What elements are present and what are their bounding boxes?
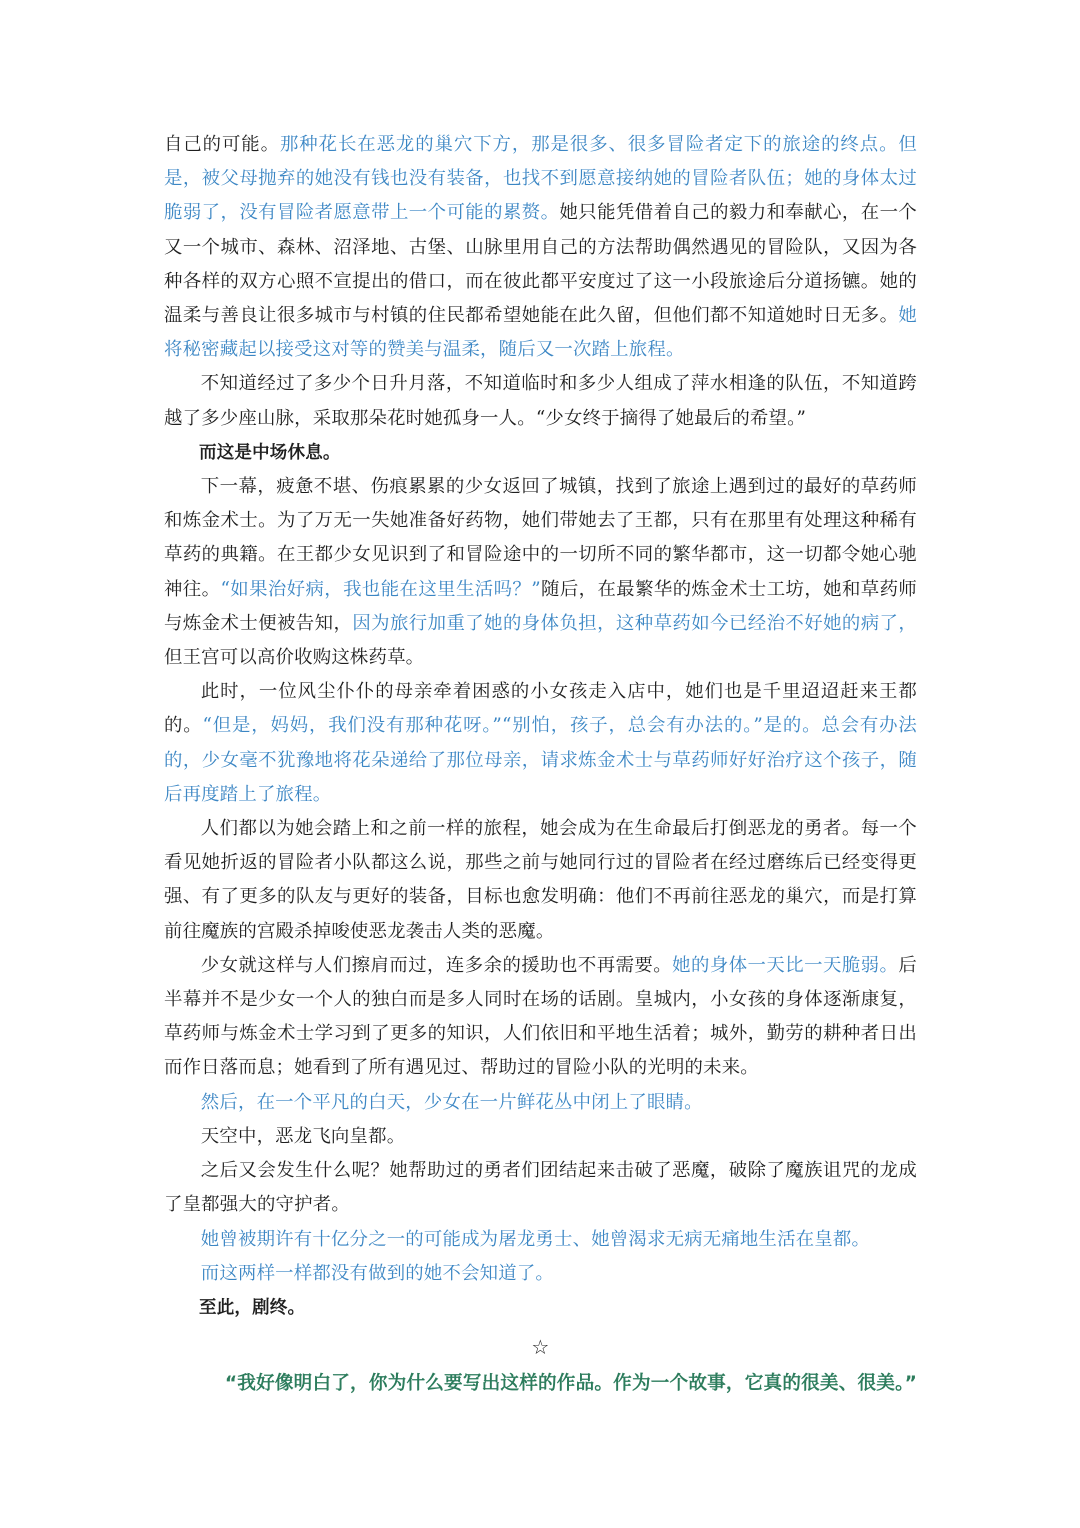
text-run: 但王宫可以高价收购这株药草。 <box>164 647 425 669</box>
paragraph-8: 然后，在一个平凡的白天，少女在一片鲜花丛中闭上了眼睛。 <box>200 1091 703 1113</box>
paragraph-6: 人们都以为她会踏上和之前一样的旅程，她会成为在生命最后打倒恶龙的勇者。每一个看见她折返的冒险者小队都这么说，那些之前与她同行过的冒险者在经过磨练后已经变得更强、有了更多的队友与更好的装备，目标也愈发明确：他们不再前往恶龙的巢穴，而是打算前往魔族的宫殿杀掉唆使恶龙袭击人类的恶魔。 <box>164 818 917 942</box>
text-run: 下一幕，疲惫不堪、伤痕累累的少女返回了城镇，找到了旅途上遇到过的最好的草药师和炼金术士。为了万无一失她准备好药物，她们带她去了王都，只有在那里有处理这种稀有草药的典籍。在王都少女见识到了和冒险途中的一切所不同的繁华都市，这一切都令她心驰神往。 <box>164 476 917 600</box>
paragraph-2: 不知道经过了多少个日升月落，不知道临时和多少人组成了萍水相逢的队伍，不知道跨越了多少座山脉，采取那朵花时她孤身一人。“少女终于摘得了她最后的希望。” <box>164 373 917 429</box>
paragraph-7 <box>164 949 917 1086</box>
paragraph-1 <box>164 128 917 367</box>
text-run: 此时，一位风尘仆仆的母亲牵着困惑的小女孩走入店中，她们也是千里迢迢赶来王都的。 <box>164 681 917 737</box>
highlighted-text: 那种花长在恶龙的巢穴下方，那是很多、很多冒险者定下的旅途的终点。但是，被父母抛弃的她没有钱也没有装备，也找不到愿意接纳她的冒险者队伍；她的身体太过脆弱了，没有冒险者愿意带上一个可能的累赘。 <box>164 134 917 224</box>
highlighted-text: “如果治好病，我也能在这里生活吗？” <box>220 578 541 600</box>
text-run: 自己的可能。 <box>164 134 280 155</box>
text-run: 她只能凭借着自己的毅力和奉献心，在一个又一个城市、森林、沼泽地、古堡、山脉里用自己的方法帮助偶然遇见的冒险队，又因为各种各样的双方心照不宣提出的借口，而在彼此都平安度过了这一小段旅途后分道扬镳。她的温柔与善良让很多城市与村镇的住民都希望她能在此久留，但他们都不知道她时日无多。 <box>164 202 917 327</box>
highlighted-text: 她将秘密藏起以接受这对等的赞美与温柔，随后又一次踏上旅程。 <box>164 305 917 361</box>
paragraph-11: 她曾被期许有十亿分之一的可能成为屠龙勇士、她曾渴求无病无痛地生活在皇都。 <box>200 1228 871 1250</box>
star-icon: ☆ <box>531 1335 550 1360</box>
paragraph-5 <box>164 675 917 812</box>
text-run: 后半幕并不是少女一个人的独白而是多人同时在场的话剧。皇城内，小女孩的身体逐渐康复，草药师与炼金术士学习到了更多的知识，人们依旧和平地生活着；城外，勤劳的耕种者日出而作日落而息；她看到了所有遇见过、帮助过的冒险小队的光明的未来。 <box>164 954 917 1079</box>
story-page <box>164 128 917 1420</box>
text-run: 少女就这样与人们擦肩而过，连多余的援助也不再需要。 <box>200 954 673 976</box>
closing-quote: “我好像明白了，你为什么要写出这样的作品。作为一个故事，它真的很美、很美。” <box>224 1373 917 1395</box>
text-run: 随后，在最繁华的炼金术士工坊，她和草药师与炼金术士便被告知， <box>164 578 917 634</box>
highlighted-text: 她的身体一天比一天脆弱。 <box>672 954 899 976</box>
ending-line: 至此，剧终。 <box>199 1297 306 1318</box>
paragraph-12: 而这两样一样都没有做到的她不会知道了。 <box>200 1262 555 1284</box>
paragraph-4 <box>164 470 917 675</box>
intermission-line: 而这是中场休息。 <box>199 442 341 463</box>
paragraph-10: 之后又会发生什么呢？她帮助过的勇者们团结起来击破了恶魔，破除了魔族诅咒的龙成了皇都强大的守护者。 <box>164 1160 917 1216</box>
highlighted-text: 因为旅行加重了她的身体负担，这种草药如今已经治不好她的病了， <box>352 612 917 634</box>
highlighted-text: “但是，妈妈，我们没有那种花呀。”“别怕，孩子，总会有办法的。”是的。总会有办法的，少女毫不犹豫地将花朵递给了那位母亲，请求炼金术士与草药师好好治疗这个孩子，随后再度踏上了旅程。 <box>164 715 917 805</box>
paragraph-9: 天空中，恶龙飞向皇都。 <box>200 1125 406 1147</box>
